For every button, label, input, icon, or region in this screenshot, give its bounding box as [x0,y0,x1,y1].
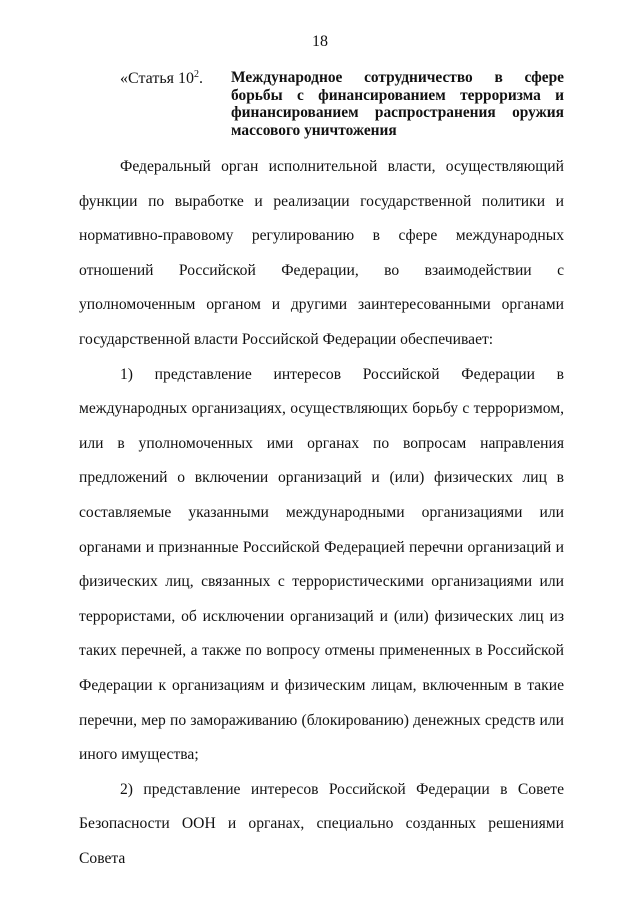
article-title: Международное сотрудничество в сфере борьбы с финансированием терроризма и финансированием распространения оружия массового уничтожения [231,69,564,139]
paragraph-item-1: 1) представление интересов Российской Федерации в международных организациях, осуществляющих борьбу с терроризмом, или в уполномоченных ими органах по вопросам направления предложений о включении организаций и (или) физических лиц в составляемые указанными международными организациями или органами и признанные Российской Федерацией перечни организаций и физических лиц, связанных с террористическими организациями или террористами, об исключении организаций и (или) физических лиц из таких перечней, а также по вопросу отмены примененных в Российской Федерации к организациям и физическим лицам, включенным в такие перечни, мер по замораживанию (блокированию) денежных средств или иного имущества; [79,365,564,764]
paragraph-intro: Федеральный орган исполнительной власти, осуществляющий функции по выработке и реализации государственной политики и нормативно-правовому регулированию в сфере международных отношений Российской Федерации, во взаимодействии с уполномоченным органом и другими заинтересованными органами государственной власти Российской Федерации обеспечивает: [79,158,564,348]
paragraph-item-2: 2) представление интересов Российской Федерации в Совете Безопасности ООН и органах, специально созданных решениями Совета [79,780,564,867]
article-label-prefix: «Статья 10 [120,70,194,87]
article-body [79,150,564,876]
article-label [120,69,203,88]
article-label-suffix: . [198,70,203,87]
article-label-superscript: 2 [193,69,199,80]
page-number: 18 [312,33,328,50]
